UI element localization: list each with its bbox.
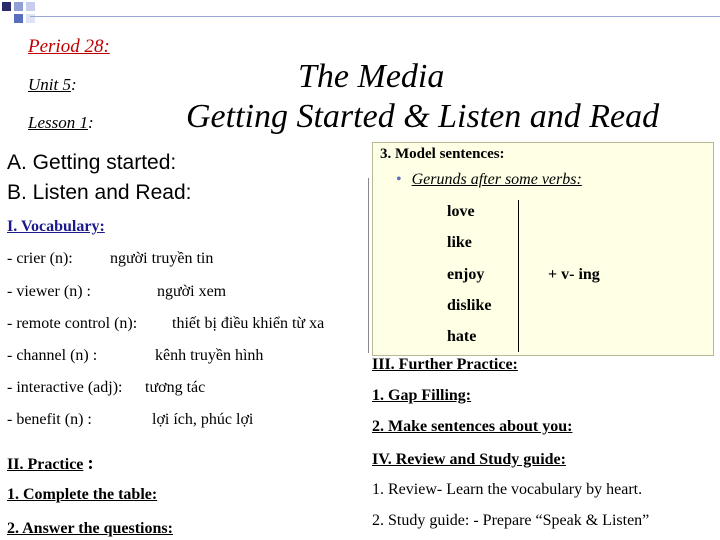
corner-square-blue-2: [14, 14, 23, 23]
verb-item: hate: [447, 328, 477, 345]
period-label: Period 28:: [28, 36, 110, 57]
further-item: 2. Make sentences about you:: [372, 418, 573, 435]
review-heading: IV. Review and Study guide:: [372, 451, 566, 468]
gerunds-line: [396, 171, 582, 189]
vocab-meaning: người xem: [157, 283, 227, 300]
further-item: 1. Gap Filling:: [372, 387, 472, 404]
review-item: 1. Review- Learn the vocabulary by heart.: [372, 481, 643, 498]
vocab-meaning: thiết bị điều khiển từ xa: [172, 315, 325, 332]
vocab-term: - benefit (n) :: [7, 411, 92, 428]
vocab-heading: I. Vocabulary:: [7, 218, 105, 235]
lesson-label: [28, 113, 94, 133]
vocab-term: - crier (n):: [7, 250, 73, 267]
vocab-term: - viewer (n) :: [7, 283, 91, 300]
vocab-meaning: lợi ích, phúc lợi: [152, 411, 254, 428]
verb-item: love: [447, 203, 475, 220]
practice-heading: [7, 453, 94, 475]
review-item: 2. Study guide: - Prepare “Speak & Listen”: [372, 512, 650, 529]
corner-square-light: [26, 2, 35, 11]
lesson-text: Lesson 1: [28, 113, 88, 132]
practice-item: 2. Answer the questions:: [7, 520, 173, 537]
model-sentences-heading: [380, 146, 505, 163]
gerunds-text: Gerunds after some verbs:: [411, 171, 582, 188]
practice-heading-colon: :: [87, 453, 94, 474]
unit-label: [28, 75, 77, 95]
vocab-term: - interactive (adj):: [7, 379, 123, 396]
title-line-2: Getting Started & Listen and Read: [186, 98, 660, 135]
practice-heading-text: II. Practice: [7, 456, 84, 473]
further-practice-heading: III. Further Practice:: [372, 356, 518, 373]
gerund-formula: + v- ing: [548, 266, 600, 283]
model-heading-text: 3. Model sentences:: [380, 146, 505, 162]
section-b-heading: B. Listen and Read:: [7, 181, 192, 204]
corner-square-blue: [14, 2, 23, 11]
verb-bracket-line: [518, 200, 519, 352]
vocab-term: - channel (n) :: [7, 347, 98, 364]
unit-text: Unit 5: [28, 75, 71, 94]
practice-item: 1. Complete the table:: [7, 486, 158, 503]
section-a-heading: A. Getting started:: [7, 151, 177, 174]
column-divider: [368, 178, 369, 353]
verb-item: enjoy: [447, 266, 485, 283]
lesson-colon: :: [87, 113, 94, 132]
bullet-icon: •: [396, 171, 402, 188]
vocab-meaning: kênh truyền hình: [155, 347, 264, 364]
corner-square-dark: [2, 2, 11, 11]
header-rule: [30, 16, 720, 17]
vocab-meaning: người truyền tin: [110, 250, 214, 267]
vocab-meaning: tương tác: [145, 379, 206, 396]
unit-colon: :: [70, 75, 77, 94]
vocab-term: - remote control (n):: [7, 315, 138, 332]
verb-item: like: [447, 234, 472, 251]
title-line-1: The Media: [298, 58, 445, 95]
verb-item: dislike: [447, 297, 492, 314]
